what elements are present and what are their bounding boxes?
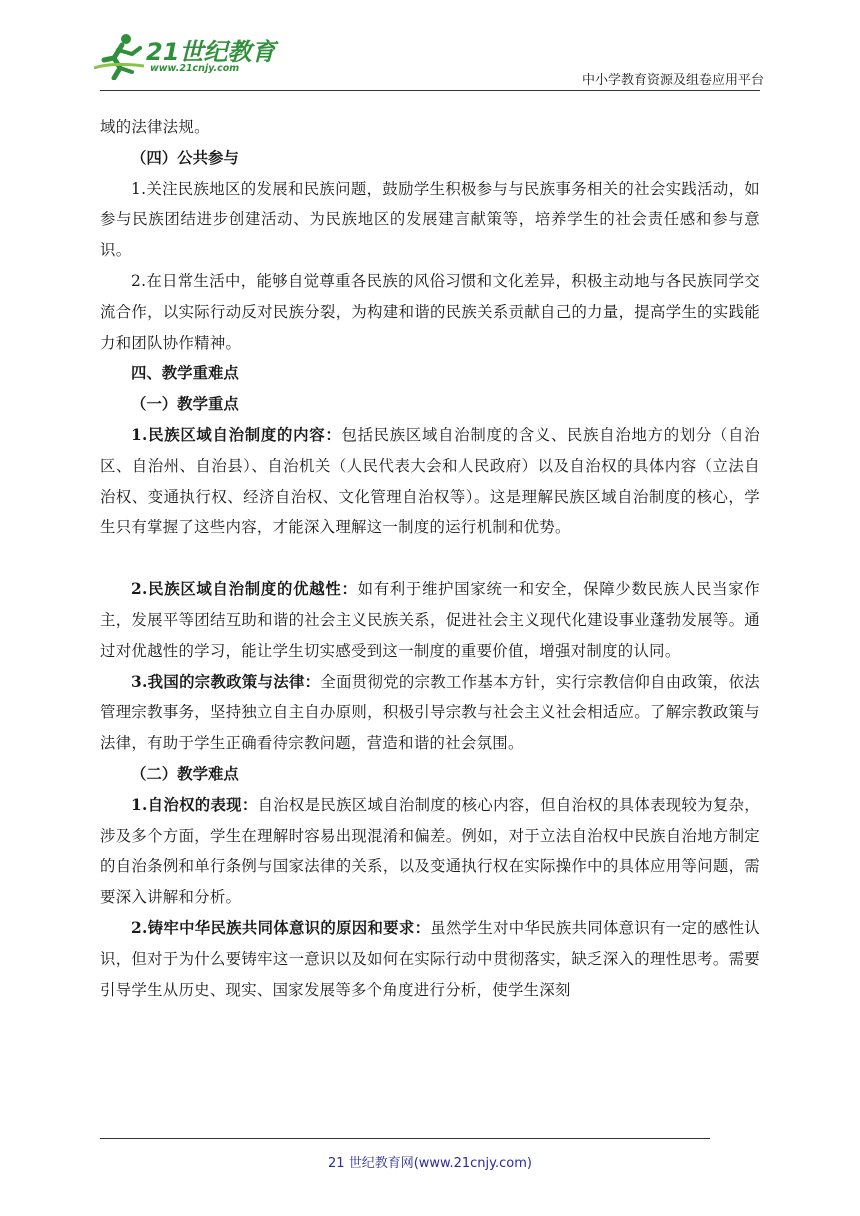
focus-1-title: 1.民族区域自治制度的内容： (131, 425, 342, 444)
paragraph-focus-3 (100, 667, 760, 759)
difficulty-1-title: 1.自治权的表现： (131, 795, 258, 814)
focus-1-text: 包括民族区域自治制度的含义、民族自治地方的划分（自治区、自治州、自治县）、自治机关（人民代表大会和人民政府）以及自治权的具体内容（立法自治权、变通执行权、经济自治权、文化管理自治权等）。这是理解民族区域自治制度的核心，学生只有掌握了这些内容，才能深入理解这一制度的运行机制和优势。 (100, 425, 760, 537)
paragraph-focus-1 (100, 420, 760, 543)
site-logo[interactable] (92, 30, 276, 82)
page-header (0, 0, 860, 100)
focus-3-title: 3.我国的宗教政策与法律： (131, 672, 321, 691)
difficulty-2-text: 虽然学生对中华民族共同体意识有一定的感性认识，但对于为什么要铸牢这一意识以及如何在实际行动中贯彻落实，缺乏深入的理性思考。需要引导学生从历史、现实、国家发展等多个角度进行分析，使学生深刻 (100, 918, 760, 999)
paragraph-spacer (100, 543, 760, 574)
logo-url: www.21cnjy.com (150, 63, 240, 74)
footer-link[interactable]: 21 世纪教育网(www.21cnjy.com) (328, 1156, 532, 1171)
document-body (100, 112, 760, 1005)
header-divider (100, 90, 760, 91)
section-heading-key-points: 四、教学重难点 (131, 364, 239, 383)
logo-brand: 21世纪教育 (146, 38, 276, 66)
focus-2-text: 如有利于维护国家统一和安全，保障少数民族人民当家作主，发展平等团结互助和谐的社会主义民族关系，促进社会主义现代化建设事业蓬勃发展等。通过对优越性的学习，能让学生切实感受到这一制度的重要价值，增强对制度的认同。 (100, 580, 760, 660)
paragraph-public-2: 2.在日常生活中，能够自觉尊重各民族的风俗习惯和文化差异，积极主动地与各民族同学交流合作，以实际行动反对民族分裂，为构建和谐的民族关系贡献自己的力量，提高学生的实践能力和团队协作精神。 (100, 271, 760, 352)
focus-3-text: 全面贯彻党的宗教工作基本方针，实行宗教信仰自由政策，依法管理宗教事务，坚持独立自主自办原则，积极引导宗教与社会主义社会相适应。了解宗教政策与法律，有助于学生正确看待宗教问题，营造和谐的社会氛围。 (100, 672, 760, 753)
paragraph-difficulty-2 (100, 913, 760, 1005)
paragraph-public-1: 1.关注民族地区的发展和民族问题，鼓励学生积极参与与民族事务相关的社会实践活动，如参与民族团结进步创建活动、为民族地区的发展建言献策等，培养学生的社会责任感和参与意识。 (100, 179, 760, 260)
runner-icon (92, 32, 146, 80)
difficulty-1-text: 自治权是民族区域自治制度的核心内容，但自治权的具体表现较为复杂，涉及多个方面，学生在理解时容易出现混淆和偏差。例如，对于立法自治权中民族自治地方制定的自治条例和单行条例与国家法律的关系，以及变通执行权在实际操作中的具体应用等问题，需要深入讲解和分析。 (100, 795, 760, 907)
paragraph-difficulty-1 (100, 790, 760, 913)
section-heading-public-participation: （四）公共参与 (131, 148, 239, 167)
paragraph-continued: 域的法律法规。 (100, 118, 210, 136)
subsection-heading-difficulty: （二）教学难点 (131, 764, 239, 783)
platform-name: 中小学教育资源及组卷应用平台 (581, 73, 764, 88)
footer-divider (100, 1138, 710, 1139)
focus-2-title: 2.民族区域自治制度的优越性： (131, 580, 358, 599)
difficulty-2-title: 2.铸牢中华民族共同体意识的原因和要求： (131, 918, 431, 937)
subsection-heading-focus: （一）教学重点 (131, 395, 239, 414)
paragraph-focus-2 (100, 574, 760, 666)
